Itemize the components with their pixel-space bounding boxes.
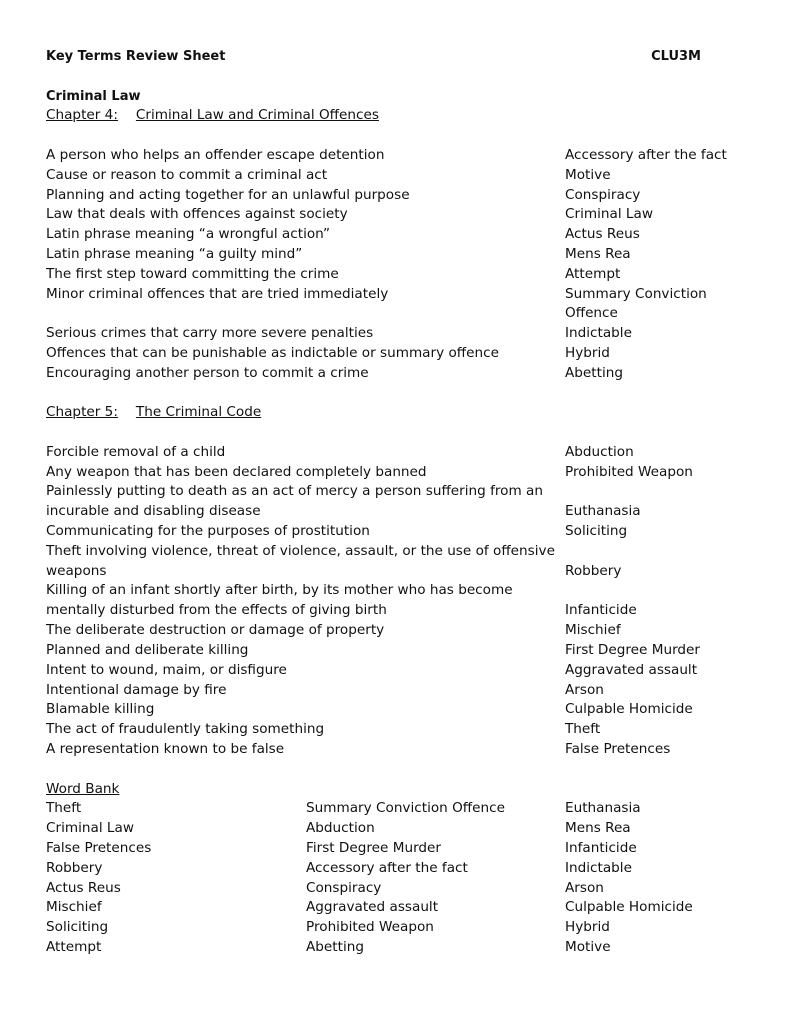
definition: Painlessly putting to death as an act of mercy a person suffering from an (46, 483, 544, 499)
word-bank-item: Attempt (46, 939, 102, 955)
definition: weapons (46, 563, 107, 579)
word-bank-item: Theft (46, 800, 82, 816)
definition: incurable and disabling disease (46, 503, 261, 519)
term: Indictable (565, 325, 632, 341)
term: Offence (565, 305, 618, 321)
word-bank-item: Motive (565, 939, 611, 955)
definition: Communicating for the purposes of prostitution (46, 523, 370, 539)
word-bank-item: Mens Rea (565, 820, 631, 836)
term: Arson (565, 682, 604, 698)
chapter4-number: Chapter 4: (46, 107, 118, 123)
definition: Latin phrase meaning “a wrongful action” (46, 226, 331, 242)
word-bank-item: First Degree Murder (306, 840, 442, 856)
term: Mischief (565, 622, 621, 638)
course-code: CLU3M (651, 49, 701, 64)
definition: Theft involving violence, threat of violence, assault, or the use of offensive (46, 543, 555, 559)
chapter5-number: Chapter 5: (46, 404, 118, 420)
definition: Intentional damage by fire (46, 682, 227, 698)
word-bank-item: Aggravated assault (306, 899, 439, 915)
word-bank-item: Robbery (46, 860, 103, 876)
word-bank-item: Summary Conviction Offence (306, 800, 505, 816)
term: Soliciting (565, 523, 628, 539)
word-bank-item: Soliciting (46, 919, 109, 935)
word-bank-item: Conspiracy (306, 880, 382, 896)
definition: Law that deals with offences against society (46, 206, 348, 222)
definition: Killing of an infant shortly after birth, by its mother who has become (46, 582, 513, 598)
definition: Cause or reason to commit a criminal act (46, 167, 328, 183)
term: Infanticide (565, 602, 637, 618)
term: Culpable Homicide (565, 701, 693, 717)
term: Mens Rea (565, 246, 631, 262)
word-bank-item: Indictable (565, 860, 632, 876)
definition: Planned and deliberate killing (46, 642, 249, 658)
chapter4-name: Criminal Law and Criminal Offences (135, 107, 379, 123)
word-bank-item: Prohibited Weapon (306, 919, 434, 935)
word-bank-item: Euthanasia (565, 800, 641, 816)
term: Abduction (565, 444, 634, 460)
definition: The first step toward committing the crime (46, 266, 339, 282)
term: Motive (565, 167, 611, 183)
word-bank-item: Accessory after the fact (306, 860, 468, 876)
definition: mentally disturbed from the effects of giving birth (46, 602, 387, 618)
word-bank-item: Culpable Homicide (565, 899, 693, 915)
definition: Intent to wound, maim, or disfigure (46, 662, 287, 678)
word-bank-item: Arson (565, 880, 604, 896)
definition: Offences that can be punishable as indictable or summary offence (46, 345, 499, 361)
term: Summary Conviction (565, 286, 707, 302)
term: Actus Reus (565, 226, 640, 242)
term: Attempt (565, 266, 621, 282)
word-bank-item: Infanticide (565, 840, 637, 856)
word-bank-item: Criminal Law (46, 820, 134, 836)
definition: A representation known to be false (46, 741, 285, 757)
term: First Degree Murder (565, 642, 701, 658)
definition: Blamable killing (46, 701, 155, 717)
term: Accessory after the fact (565, 147, 727, 163)
chapter4-heading (46, 106, 379, 126)
definition: The act of fraudulently taking something (46, 721, 325, 737)
word-bank-item: False Pretences (46, 840, 152, 856)
word-bank-heading: Word Bank (46, 781, 120, 797)
unit-title: Criminal Law (46, 89, 141, 104)
term: False Pretences (565, 741, 671, 757)
word-bank-item: Abduction (306, 820, 375, 836)
chapter5-heading (46, 403, 261, 423)
term: Abetting (565, 365, 623, 381)
term: Criminal Law (565, 206, 653, 222)
definition: Latin phrase meaning “a guilty mind” (46, 246, 303, 262)
term: Hybrid (565, 345, 610, 361)
definition: Serious crimes that carry more severe penalties (46, 325, 374, 341)
definition: Any weapon that has been declared completely banned (46, 464, 427, 480)
definition: Planning and acting together for an unlawful purpose (46, 187, 410, 203)
term: Prohibited Weapon (565, 464, 693, 480)
term: Theft (565, 721, 601, 737)
term: Euthanasia (565, 503, 641, 519)
chapter5-name: The Criminal Code (135, 404, 262, 420)
definition: Encouraging another person to commit a crime (46, 365, 369, 381)
definition: Minor criminal offences that are tried immediately (46, 286, 389, 302)
word-bank-item: Hybrid (565, 919, 610, 935)
word-bank-item: Abetting (306, 939, 364, 955)
word-bank-item: Mischief (46, 899, 102, 915)
term: Conspiracy (565, 187, 641, 203)
definition: Forcible removal of a child (46, 444, 226, 460)
term: Aggravated assault (565, 662, 698, 678)
word-bank-item: Actus Reus (46, 880, 121, 896)
sheet-title: Key Terms Review Sheet (46, 49, 226, 64)
definition: A person who helps an offender escape detention (46, 147, 385, 163)
definition: The deliberate destruction or damage of property (46, 622, 385, 638)
term: Robbery (565, 563, 622, 579)
